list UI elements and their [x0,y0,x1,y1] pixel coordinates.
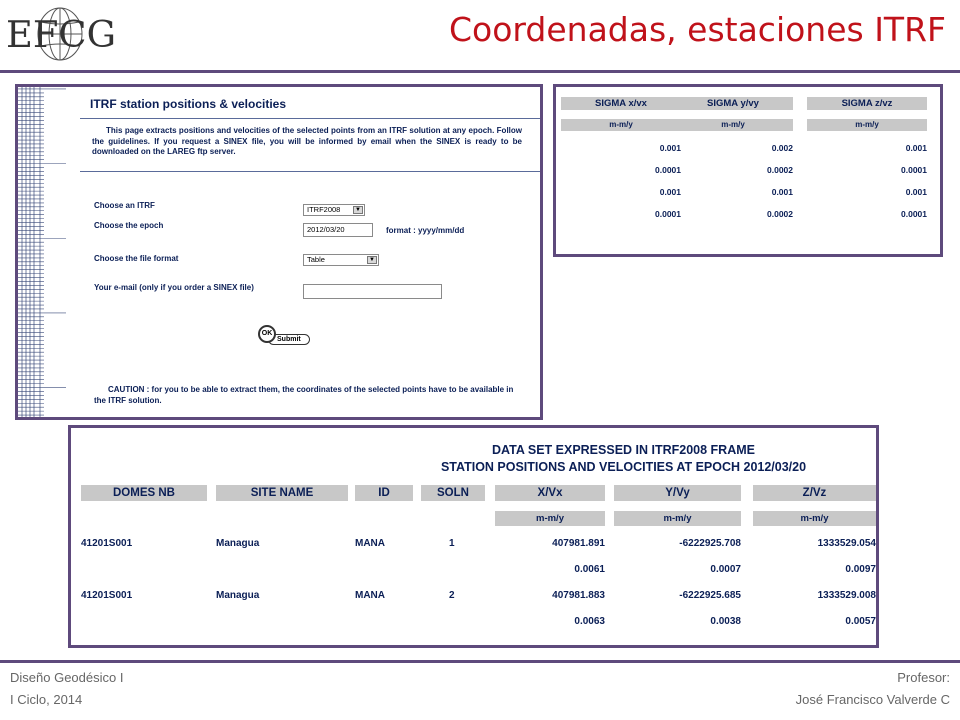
dataset-cell-id: MANA [355,538,385,549]
dataset-cell-x: 0.0063 [574,616,605,627]
dataset-cell-y: 0.0007 [710,564,741,575]
dataset-header: ID [355,485,413,501]
file-format-select[interactable] [303,254,379,266]
sigma-header: SIGMA x/vx [561,97,681,110]
file-format-label: Choose the file format [94,254,179,263]
dataset-cell-y: 0.0038 [710,616,741,627]
dataset-cell-site: Managua [216,538,260,549]
dataset-cell-soln: 1 [449,538,455,549]
footer-rule [0,660,960,663]
sigma-cell: 0.0001 [901,209,927,219]
dataset-header: Y/Vy [614,485,741,501]
footer-professor-label: Profesor: [897,670,950,685]
dataset-cell-z: 1333529.008 [817,590,876,601]
sigma-cell: 0.001 [659,143,681,153]
sigma-cell: 0.001 [659,187,681,197]
slide-title: Coordenadas, estaciones ITRF [449,10,946,49]
dataset-title-line2: STATION POSITIONS AND VELOCITIES AT EPOCH 2012/03/20 [440,460,807,474]
dataset-cell-x: 407981.891 [552,538,605,549]
header-rule [0,70,960,73]
dataset-unit: m-m/y [614,511,741,526]
form-intro: This page extracts positions and velocities of the selected points from an ITRF solution at any epoch. Follow the guidelines. If you request a SINEX file, you will be informed by email when the SINEX is ready to be downloaded on the LAREG ftp server. [92,126,522,156]
submit-label: Submit [268,334,310,345]
chevron-down-icon: ▼ [367,256,377,264]
dataset-unit: m-m/y [753,511,876,526]
ok-icon: OK [258,325,276,343]
choose-itrf-label: Choose an ITRF [94,201,155,210]
epoch-input[interactable]: 2012/03/20 [303,223,373,237]
dataset-title-line1: DATA SET EXPRESSED IN ITRF2008 FRAME [491,443,755,457]
dataset-cell-domes: 41201S001 [81,538,133,549]
sigma-cell: 0.002 [771,143,793,153]
sigma-unit: m-m/y [807,119,927,131]
dataset-header: SOLN [421,485,485,501]
dataset-cell-soln: 2 [449,590,455,601]
form-title: ITRF station positions & velocities [90,97,287,111]
sigma-unit: m-m/y [673,119,793,131]
sigma-cell: 0.0002 [767,165,793,175]
dataset-cell-site: Managua [216,590,260,601]
dataset-header: Z/Vz [753,485,876,501]
dataset-cell-y: -6222925.685 [679,590,741,601]
dataset-header: DOMES NB [81,485,207,501]
form-divider [80,171,540,172]
sigma-cell: 0.0001 [655,209,681,219]
dataset-cell-z: 0.0097 [845,564,876,575]
dataset-unit: m-m/y [495,511,605,526]
ruler-strip [18,87,80,417]
dataset-cell-domes: 41201S001 [81,590,133,601]
sigma-header: SIGMA y/vy [673,97,793,110]
itrf-select[interactable] [303,204,365,216]
dataset-header: X/Vx [495,485,605,501]
email-input[interactable] [303,284,442,299]
dataset-cell-z: 0.0057 [845,616,876,627]
dataset-header: SITE NAME [216,485,348,501]
sigma-cell: 0.0001 [901,165,927,175]
efcg-logo [2,2,120,64]
dataset-cell-id: MANA [355,590,385,601]
logo-text: EFCG [6,15,116,56]
sigma-table-panel [553,84,943,257]
dataset-cell-x: 407981.883 [552,590,605,601]
submit-button[interactable] [258,325,312,349]
chevron-down-icon: ▼ [353,206,363,214]
form-divider [80,118,540,119]
dataset-table-panel [68,425,879,648]
email-label: Your e-mail (only if you order a SINEX file) [94,283,254,292]
dataset-cell-x: 0.0061 [574,564,605,575]
sigma-cell: 0.001 [905,143,927,153]
epoch-format-hint: format : yyyy/mm/dd [386,226,465,235]
footer-professor-name: José Francisco Valverde C [795,692,950,707]
dataset-cell-y: -6222925.708 [679,538,741,549]
caution-note: CAUTION : for you to be able to extract them, the coordinates of the selected points have to be available in the ITRF solution. [94,385,514,405]
dataset-cell-z: 1333529.054 [817,538,876,549]
itrf-form-panel [15,84,543,420]
sigma-cell: 0.0001 [655,165,681,175]
footer-course: Diseño Geodésico I [10,670,124,685]
sigma-unit: m-m/y [561,119,681,131]
choose-epoch-label: Choose the epoch [94,221,164,230]
footer-term: I Ciclo, 2014 [10,692,83,707]
sigma-cell: 0.0002 [767,209,793,219]
sigma-cell: 0.001 [771,187,793,197]
sigma-header: SIGMA z/vz [807,97,927,110]
sigma-cell: 0.001 [905,187,927,197]
file-format-select-value: Table [307,255,325,264]
itrf-select-value: ITRF2008 [307,205,341,214]
